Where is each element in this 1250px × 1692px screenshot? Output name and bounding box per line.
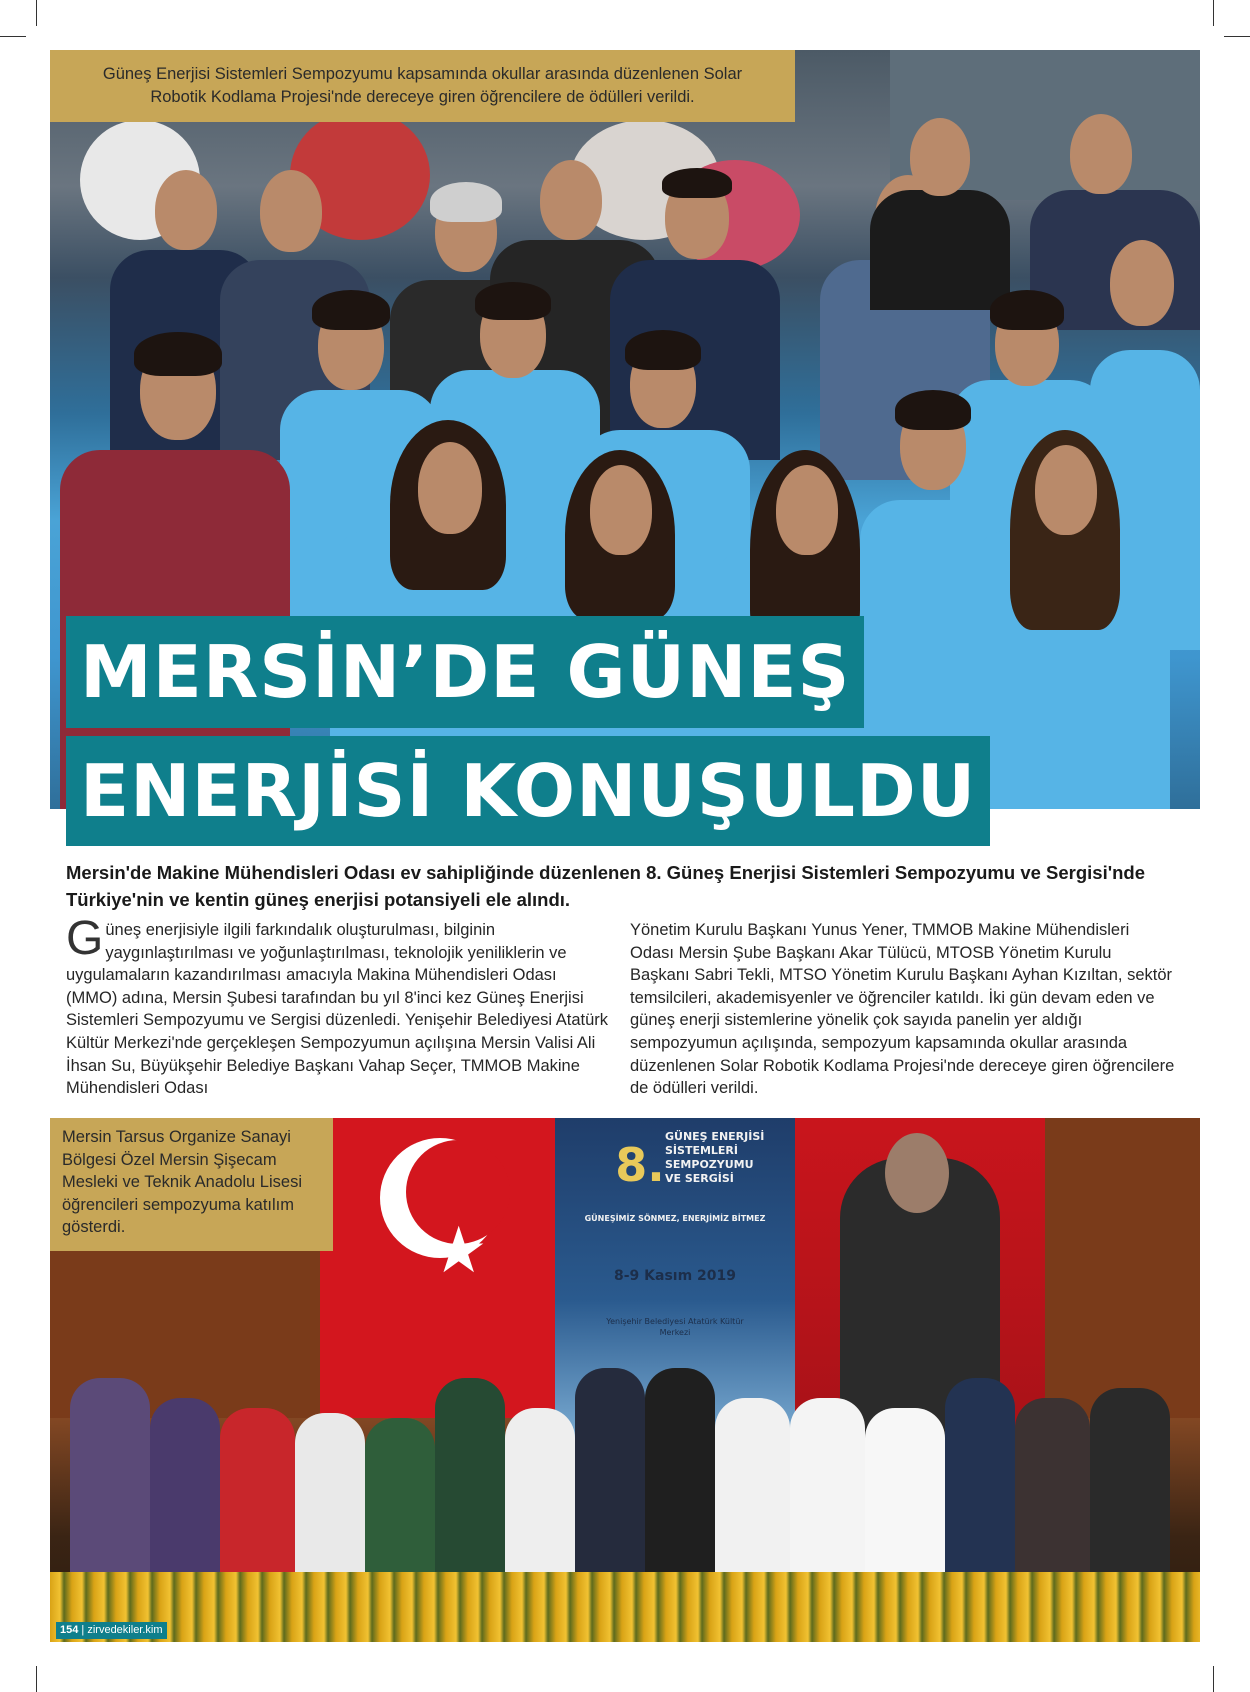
person [870,190,1010,310]
body-text-left: üneş enerjisiyle ilgili farkındalık oluşturulması, bilginin yaygınlaştırılması ve yoğunlaştırılması, teknolojik yeniliklerin ve uygulamaların kazandırılması amacıyla Makina Mühendisleri Odası (MMO) adına, Mersin Şubesi tarafından bu yıl 8'inci kez Güneş Enerjisi Sistemleri Sempozyumu ve Sergisi düzenledi. Yenişehir Belediyesi Atatürk Kültür Merkezi'nde gerçekleşen Sempozyumun açılışına Mersin Valisi Ali İhsan Su, Büyükşehir Belediye Başkanı Vahap Seçer, TMMOB Makine Mühendisleri Odası [66,921,609,1098]
page-number: 154 [60,1624,79,1636]
person-hair [430,182,502,222]
person-hair [895,390,971,430]
person-head [155,170,217,250]
person-hair [625,330,701,370]
body-column-left [66,912,611,1100]
banner-venue: Yenişehir Belediyesi Atatürk Kültür Merkezi [606,1317,744,1337]
person-hair [475,282,551,320]
person-head [910,118,970,196]
banner-slogan: GÜNEŞİMİZ SÖNMEZ, ENERJİMİZ BİTMEZ [584,1214,766,1223]
crop-mark [1213,1666,1214,1692]
person-head [1070,114,1132,194]
drop-cap: G [66,912,104,965]
people-group [70,1318,1180,1588]
person-head [776,465,838,555]
top-photo-caption: Güneş Enerjisi Sistemleri Sempozyumu kapsamında okullar arasında düzenlenen Solar Robotik Kodlama Projesi'nde dereceye giren öğrencilere de ödülleri verildi. [50,50,795,122]
person-hair [990,290,1064,330]
stage-flowers [50,1572,1200,1642]
banner-number: 8. [615,1138,665,1192]
crop-mark [0,36,26,37]
crop-mark [1224,36,1250,37]
headline-line-1: MERSİN’DE GÜNEŞ [66,616,864,728]
page-footer: 154 | zirvedekiler.kim [56,1622,167,1639]
portrait-face [885,1133,949,1213]
person-hair [312,290,390,330]
headline-line-2: ENERJİSİ KONUŞULDU [66,736,990,846]
crop-mark [1213,0,1214,26]
crop-mark [36,0,37,26]
person-head [1110,240,1174,326]
body-column-right: Yönetim Kurulu Başkanı Yunus Yener, TMMOB Makine Mühendisleri Odası Mersin Şube Başkanı Akar Tülücü, MTOSB Yönetim Kurulu Başkanı Sabri Tekli, MTSO Yönetim Kurulu Başkanı Ayhan Kızıltan, sektör temsilcileri, akademisyenler ve öğrenciler katıldı. İki gün devam eden ve güneş enerji sistemlerine yönelik çok sayıda panelin yer aldığı sempozyumun açılışında, sempozyum kapsamında okullar arasında düzenlenen Solar Robotik Kodlama Projesi'nde dereceye giren öğrencilere de ödülleri verildi. [630,921,1175,1098]
banner-date: 8-9 Kasım 2019 [613,1268,737,1284]
person-hair [662,168,732,198]
site-name[interactable]: zirvedekiler.kim [87,1624,163,1636]
person-head [1035,445,1097,535]
flag-star-icon: ★ [430,1214,488,1286]
lead-paragraph: Mersin'de Makine Mühendisleri Odası ev sahipliğinde düzenlenen 8. Güneş Enerjisi Sistemleri Sempozyumu ve Sergisi'nde Türkiye'nin ve kentin güneş enerjisi potansiyeli ele alındı. [66,862,1146,910]
person-head [590,465,652,555]
banner-title: GÜNEŞ ENERJİSİ SİSTEMLERİ SEMPOZYUMU VE SERGİSİ [665,1130,765,1185]
person-head [418,442,482,534]
person-head [260,170,322,252]
person-hair [134,332,222,376]
person-head [540,160,602,240]
bottom-photo-caption: Mersin Tarsus Organize Sanayi Bölgesi Özel Mersin Şişecam Mesleki ve Teknik Anadolu Lisesi öğrencileri sempozyuma katılım gösterdi. [50,1118,333,1251]
crop-mark [36,1666,37,1692]
